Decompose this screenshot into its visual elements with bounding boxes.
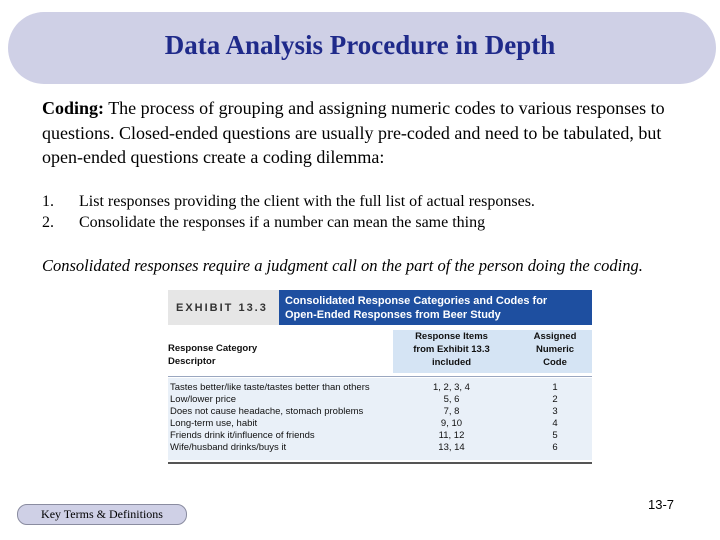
cell-descriptor: Long-term use, habit [170, 418, 258, 429]
list-text: Consolidate the responses if a number can mean the same thing [79, 214, 486, 231]
column-header-line: Response Category [168, 343, 258, 354]
intro-text: The process of grouping and assigning numeric codes to various responses to questions. Closed-ended questions are usually pre-coded and need to be tabulated, but open-ended questions create a coding dilemma: [42, 98, 665, 167]
exhibit-header [168, 290, 592, 325]
cell-items: 11, 12 [438, 430, 465, 441]
column-header-line: Numeric [535, 344, 574, 355]
cell-code: 6 [552, 442, 558, 453]
slide-title: Data Analysis Procedure in Depth [164, 30, 556, 60]
table-row [168, 442, 592, 454]
exhibit-table [168, 290, 592, 465]
column-header-line: from Exhibit 13.3 [413, 344, 490, 355]
exhibit-label: EXHIBIT 13.3 [168, 290, 279, 325]
cell-code: 3 [552, 406, 558, 417]
list-item [42, 212, 535, 233]
table-row [168, 418, 592, 430]
page-number: 13-7 [648, 497, 675, 512]
table-row [168, 394, 592, 406]
column-header-descriptor [168, 342, 393, 373]
italic-note: Consolidated responses require a judgment call on the part of the person doing the coding. [42, 256, 643, 275]
list-text: List responses providing the client with the full list of actual responses. [79, 193, 535, 210]
column-header-line: Assigned [533, 331, 577, 342]
cell-items: 9, 10 [440, 418, 463, 429]
exhibit-title [279, 290, 592, 325]
table-row [168, 406, 592, 418]
intro-term: Coding: [42, 98, 105, 118]
cell-code: 1 [552, 382, 558, 393]
cell-items: 5, 6 [443, 394, 460, 405]
intro-paragraph [42, 96, 702, 170]
cell-code: 2 [552, 394, 558, 405]
column-header-line: included [431, 357, 472, 368]
cell-items: 13, 14 [438, 442, 465, 453]
cell-items: 1, 2, 3, 4 [433, 382, 470, 393]
column-header-code [518, 330, 592, 373]
exhibit-title-line2: Open-Ended Responses from Beer Study [285, 309, 501, 321]
list-number: 2. [42, 214, 54, 231]
column-header-line: Descriptor [168, 356, 216, 367]
cell-descriptor: Low/lower price [170, 394, 236, 405]
cell-items: 7, 8 [443, 406, 460, 417]
cell-descriptor: Tastes better/like taste/tastes better than others [170, 382, 370, 393]
header-rule [168, 376, 592, 377]
cell-descriptor: Does not cause headache, stomach problems [170, 406, 364, 417]
column-header-line: Response Items [415, 331, 488, 342]
exhibit-title-line1: Consolidated Response Categories and Codes for [285, 295, 548, 307]
cell-code: 4 [552, 418, 558, 429]
column-header-items [393, 330, 510, 373]
key-terms-button[interactable]: Key Terms & Definitions [17, 504, 187, 525]
table-row [168, 430, 592, 442]
list-item [42, 191, 535, 212]
cell-code: 5 [552, 430, 558, 441]
table-row [168, 382, 592, 394]
numbered-list [42, 191, 535, 233]
table-bottom-rule [168, 462, 592, 464]
cell-descriptor: Friends drink it/influence of friends [170, 430, 315, 441]
column-header-line: Code [543, 357, 567, 368]
table-body [168, 378, 592, 460]
cell-descriptor: Wife/husband drinks/buys it [170, 442, 287, 453]
list-number: 1. [42, 193, 54, 210]
